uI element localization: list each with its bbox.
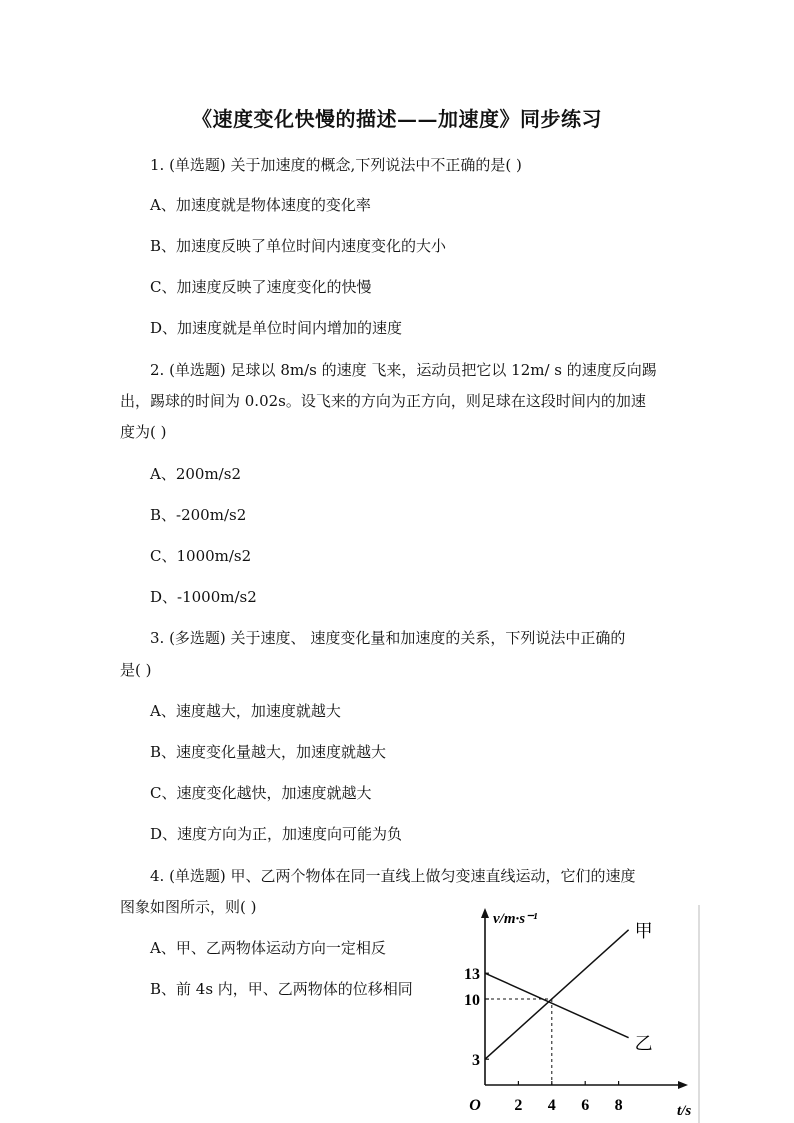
question-2-option-a: A、200m/s2 bbox=[150, 465, 241, 483]
question-3-stem-line-1: 3. (多选题) 关于速度、 速度变化量和加速度的关系，下列说法中正确的 bbox=[150, 629, 626, 647]
question-2-stem-line-3: 度为( ) bbox=[120, 423, 167, 441]
y-tick-label: 3 bbox=[472, 1052, 480, 1070]
question-4-stem-line-1: 4. (单选题) 甲、乙两个物体在同一直线上做匀变速直线运动，它们的速度 bbox=[150, 867, 636, 885]
y-tick-label: 10 bbox=[464, 992, 480, 1009]
series-line-1 bbox=[485, 930, 629, 1059]
question-1-option-b: B、加速度反映了单位时间内速度变化的大小 bbox=[150, 237, 447, 255]
x-tick-label: 8 bbox=[614, 1097, 623, 1114]
x-tick-label: 4 bbox=[547, 1097, 556, 1114]
series-label-2: 乙 bbox=[634, 1033, 653, 1054]
question-2-stem-line-1: 2. (单选题) 足球以 8m/s 的速度 飞来，运动员把它以 12m/ s 的速度反向踢 bbox=[150, 361, 657, 379]
graph-guides bbox=[485, 999, 552, 1085]
y-axis-label: v/m·s⁻¹ bbox=[493, 911, 538, 927]
question-3-stem-line-2: 是( ) bbox=[120, 661, 152, 679]
question-2-option-b: B、-200m/s2 bbox=[150, 506, 247, 524]
x-axis-arrow bbox=[678, 1081, 688, 1089]
page-title: 《速度变化快慢的描述——加速度》同步练习 bbox=[192, 107, 602, 131]
velocity-time-graph bbox=[455, 905, 705, 1123]
question-1-option-c: C、加速度反映了速度变化的快慢 bbox=[150, 278, 372, 296]
question-2-stem-line-2: 出，踢球的时间为 0.02s。设飞来的方向为正方向，则足球在这段时间内的加速 bbox=[120, 392, 646, 410]
question-1-stem: 1. (单选题) 关于加速度的概念,下列说法中不正确的是( ) bbox=[150, 156, 522, 174]
graph-series bbox=[485, 930, 629, 1059]
question-4-option-a: A、甲、乙两物体运动方向一定相反 bbox=[150, 939, 386, 957]
question-3-option-c: C、速度变化越快，加速度就越大 bbox=[150, 784, 372, 802]
question-3-option-b: B、速度变化量越大，加速度就越大 bbox=[150, 743, 387, 761]
question-3-option-d: D、速度方向为正，加速度向可能为负 bbox=[150, 825, 403, 843]
question-4-option-b: B、前 4s 内，甲、乙两物体的位移相同 bbox=[150, 980, 413, 998]
graph-ticks bbox=[464, 966, 623, 1114]
question-4-stem-line-2: 图象如图所示，则( ) bbox=[120, 898, 257, 916]
graph-axes bbox=[481, 908, 688, 1089]
graph-labels bbox=[469, 911, 691, 1119]
question-3-option-a: A、速度越大，加速度就越大 bbox=[150, 702, 341, 720]
question-2-option-c: C、1000m/s2 bbox=[150, 547, 252, 565]
y-axis-arrow bbox=[481, 908, 489, 918]
x-tick-label: 2 bbox=[514, 1097, 523, 1114]
question-1-option-a: A、加速度就是物体速度的变化率 bbox=[150, 196, 371, 214]
series-line-2 bbox=[485, 973, 629, 1037]
x-axis-label: t/s bbox=[677, 1103, 692, 1119]
x-tick-label: 6 bbox=[581, 1097, 590, 1114]
y-tick-label: 13 bbox=[464, 966, 480, 984]
series-label-1: 甲 bbox=[634, 920, 653, 941]
question-1-option-d: D、加速度就是单位时间内增加的速度 bbox=[150, 319, 403, 337]
question-2-option-d: D、-1000m/s2 bbox=[150, 588, 257, 606]
origin-label: O bbox=[469, 1097, 481, 1114]
